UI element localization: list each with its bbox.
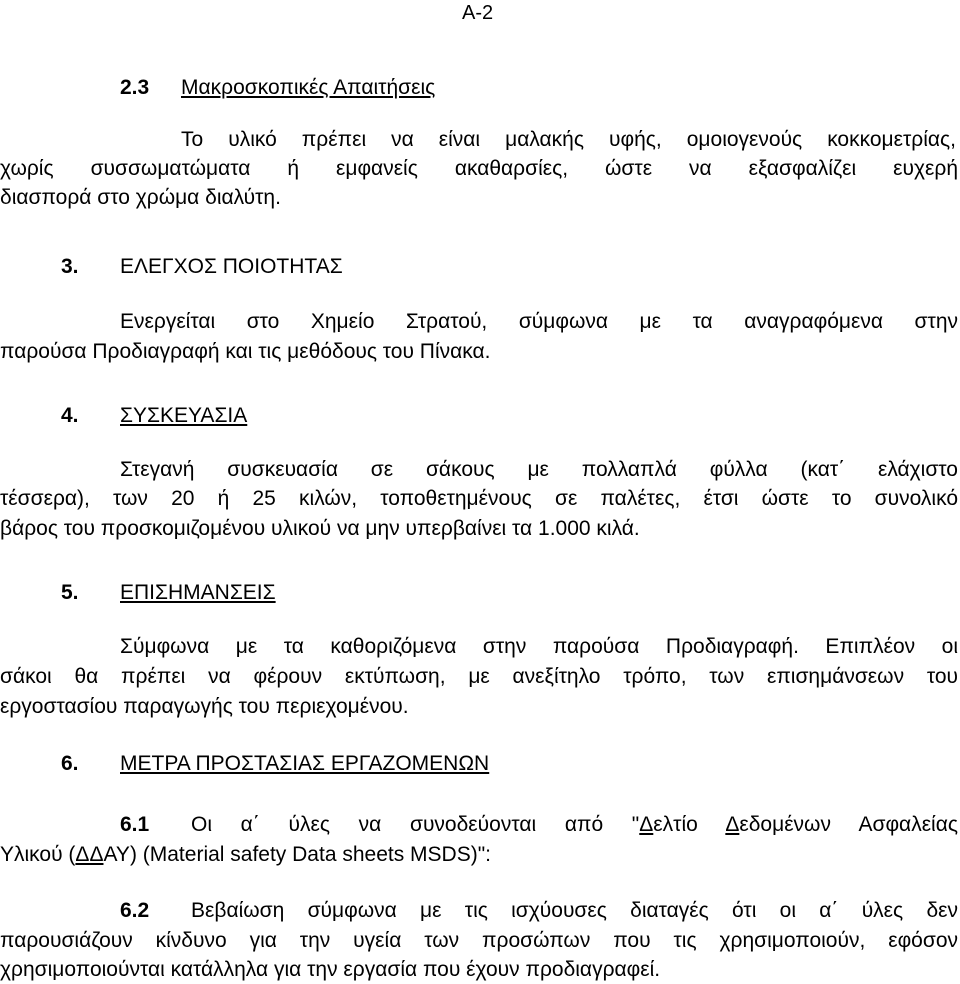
section-6-number: 6. — [61, 752, 79, 775]
section-3-number: 3. — [61, 255, 79, 278]
section-5-line-1: Σύμφωνα με τα καθοριζόμενα στην παρούσα Προδιαγραφή. Επιπλέον οι — [120, 635, 958, 658]
section-4-line-3: βάρος του προσκομιζομένου υλικού να μην υπερβαίνει τα 1.000 κιλά. — [0, 517, 640, 540]
section-4-number: 4. — [61, 404, 79, 427]
section-6-1-line-1-text: Οι α΄ ύλες να συνοδεύονται από " — [191, 813, 640, 836]
section-5-number: 5. — [61, 581, 79, 604]
page-number: A-2 — [462, 2, 494, 24]
section-5-line-2: σάκοι θα πρέπει να φέρουν εκτύπωση, με ανεξίτηλο τρόπο, των επισημάνσεων του — [0, 665, 958, 688]
section-4-line-1: Στεγανή συσκευασία σε σάκους με πολλαπλά φύλλα (κατ΄ ελάχιστο — [120, 458, 958, 481]
section-4-title: ΣΥΣΚΕΥΑΣΙΑ — [120, 404, 248, 427]
section-6-1-underlined-delta-2: Δ — [725, 813, 740, 836]
section-5-line-3: εργοστασίου παραγωγής του περιεχομένου. — [0, 695, 409, 718]
section-6-2-line-3: χρησιμοποιούνται κατάλληλα για την εργασία που έχουν προδιαγραφεί. — [0, 958, 661, 981]
section-2-3-title: Μακροσκοπικές Απαιτήσεις — [181, 76, 436, 99]
section-6-1-number: 6.1 — [120, 813, 150, 836]
section-5-title: ΕΠΙΣΗΜΑΝΣΕΙΣ — [120, 581, 276, 604]
section-6-2-line-1: Βεβαίωση σύμφωνα με τις ισχύουσες διαταγές ότι οι α΄ ύλες δεν — [191, 899, 958, 922]
section-6-2-number: 6.2 — [120, 899, 150, 922]
section-2-3-line-1: Το υλικό πρέπει να είναι μαλακής υφής, ομοιογενούς κοκκομετρίας, — [181, 128, 956, 151]
section-3-line-2: παρούσα Προδιαγραφή και τις μεθόδους του Πίνακα. — [0, 340, 491, 363]
section-2-3-line-2: χωρίς συσσωματώματα ή εμφανείς ακαθαρσίες, ώστε να εξασφαλίζει ευχερή — [0, 157, 958, 180]
section-6-2-line-2: παρουσιάζουν κίνδυνο για την υγεία των προσώπων που τις χρησιμοποιούν, εφόσον — [0, 929, 958, 952]
section-6-1-line-1 — [191, 812, 958, 838]
section-6-1-line-2-text: Υλικού ( — [0, 843, 76, 866]
section-6-1-line-1-end: εδομένων Ασφαλείας — [739, 813, 958, 836]
section-2-3-line-3: διασπορά στο χρώμα διαλύτη. — [0, 186, 281, 209]
section-3-line-1: Ενεργείται στο Χημείο Στρατού, σύμφωνα με τα αναγραφόμενα στην — [120, 310, 958, 333]
section-6-1-underlined-delta-1: Δ — [639, 813, 654, 836]
section-6-1-underlined-dd: ΔΔ — [75, 843, 104, 866]
section-6-1-line-2-end: ΑΥ) (Material safety Data sheets MSDS)": — [103, 843, 491, 866]
section-4-line-2: τέσσερα), των 20 ή 25 κιλών, τοποθετημένους σε παλέτες, έτσι ώστε το συνολικό — [0, 487, 958, 510]
section-6-1-line-2 — [0, 842, 491, 868]
section-6-1-line-1-mid: ελτίο — [653, 813, 726, 836]
section-6-title: ΜΕΤΡΑ ΠΡΟΣΤΑΣΙΑΣ ΕΡΓΑΖΟΜΕΝΩΝ — [120, 752, 490, 775]
section-3-title: ΕΛΕΓΧΟΣ ΠΟΙΟΤΗΤΑΣ — [120, 255, 343, 278]
section-2-3-number: 2.3 — [120, 76, 150, 99]
